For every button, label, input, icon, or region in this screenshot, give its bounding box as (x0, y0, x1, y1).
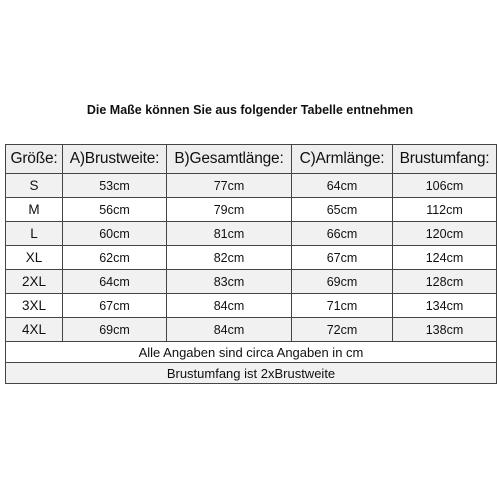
sleeve-length-cell: 67cm (292, 246, 393, 270)
page-title: Die Maße können Sie aus folgender Tabelle entnehmen (86, 103, 414, 117)
size-cell: 3XL (6, 294, 63, 318)
table-row (6, 222, 497, 246)
chest-width-cell: 69cm (63, 318, 167, 342)
total-length-cell: 84cm (167, 318, 292, 342)
table-note-row (6, 363, 497, 384)
chest-width-cell: 56cm (63, 198, 167, 222)
size-cell: 2XL (6, 270, 63, 294)
size-cell: M (6, 198, 63, 222)
header-total-length: B)Gesamtlänge: (167, 145, 292, 174)
header-chest-circumference: Brustumfang: (393, 145, 497, 174)
table-note-row (6, 342, 497, 363)
chest-width-cell: 60cm (63, 222, 167, 246)
chest-circumference-cell: 124cm (393, 246, 497, 270)
table-header-row (6, 145, 497, 174)
size-cell: L (6, 222, 63, 246)
table-row (6, 246, 497, 270)
chest-width-cell: 67cm (63, 294, 167, 318)
sleeve-length-cell: 64cm (292, 174, 393, 198)
chest-circumference-cell: 106cm (393, 174, 497, 198)
total-length-cell: 82cm (167, 246, 292, 270)
header-chest-width: A)Brustweite: (63, 145, 167, 174)
size-table (5, 144, 497, 384)
sleeve-length-cell: 72cm (292, 318, 393, 342)
table-row (6, 174, 497, 198)
chest-width-cell: 62cm (63, 246, 167, 270)
table-row (6, 318, 497, 342)
note-approximate-values: Alle Angaben sind circa Angaben in cm (6, 342, 497, 363)
sleeve-length-cell: 66cm (292, 222, 393, 246)
size-cell: S (6, 174, 63, 198)
note-chest-formula: Brustumfang ist 2xBrustweite (6, 363, 497, 384)
header-size: Größe: (6, 145, 63, 174)
header-sleeve-length: C)Armlänge: (292, 145, 393, 174)
chest-circumference-cell: 138cm (393, 318, 497, 342)
sleeve-length-cell: 71cm (292, 294, 393, 318)
size-cell: 4XL (6, 318, 63, 342)
chest-circumference-cell: 134cm (393, 294, 497, 318)
size-cell: XL (6, 246, 63, 270)
chest-width-cell: 64cm (63, 270, 167, 294)
total-length-cell: 81cm (167, 222, 292, 246)
sleeve-length-cell: 65cm (292, 198, 393, 222)
table-row (6, 198, 497, 222)
chest-circumference-cell: 128cm (393, 270, 497, 294)
total-length-cell: 83cm (167, 270, 292, 294)
sleeve-length-cell: 69cm (292, 270, 393, 294)
total-length-cell: 79cm (167, 198, 292, 222)
table-row (6, 270, 497, 294)
chest-circumference-cell: 112cm (393, 198, 497, 222)
chest-width-cell: 53cm (63, 174, 167, 198)
total-length-cell: 77cm (167, 174, 292, 198)
total-length-cell: 84cm (167, 294, 292, 318)
chest-circumference-cell: 120cm (393, 222, 497, 246)
table-row (6, 294, 497, 318)
